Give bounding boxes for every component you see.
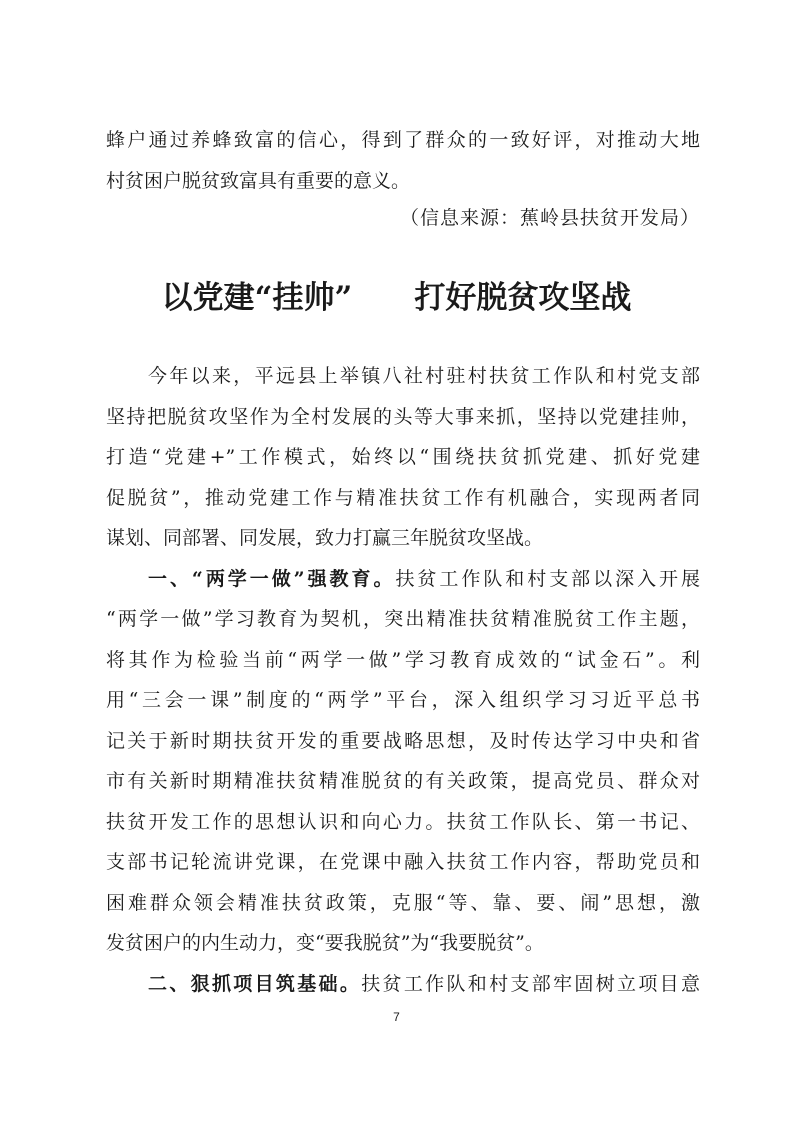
body-line: 蜂户通过养蜂致富的信心，得到了群众的一致好评，对推动大地 (106, 129, 700, 151)
section-heading: 一、“两学一做”强教育。 (148, 567, 396, 590)
body-line (148, 559, 700, 600)
body-line: 支部书记轮流讲党课，在党课中融入扶贫工作内容，帮助党员和 (106, 851, 700, 873)
body-text: 扶贫工作队和村支部以深入开展 (395, 567, 700, 590)
info-source: （信息来源：蕉岭县扶贫开发局） (399, 207, 700, 229)
body-line: 扶贫开发工作的思想认识和向心力。扶贫工作队长、第一书记、 (106, 810, 700, 833)
body-text: 扶贫工作队和村支部牢固树立项目意 (361, 972, 700, 995)
body-line: 促脱贫”，推动党建工作与精准扶贫工作有机融合，实现两者同 (106, 486, 700, 509)
body-line: 市有关新时期精准扶贫精准脱贫的有关政策，提高党员、群众对 (106, 770, 700, 792)
body-line: “两学一做”学习教育为契机，突出精准扶贫精准脱贫工作主题， (106, 608, 700, 630)
body-line: 坚持把脱贫攻坚作为全村发展的头等大事来抓，坚持以党建挂帅， (106, 405, 700, 428)
section-heading: 二、狠抓项目筑基础。 (148, 972, 362, 995)
body-line (148, 964, 700, 1005)
body-line: 用“三会一课”制度的“两学”平台，深入组织学习习近平总书 (106, 689, 700, 711)
body-line: 困难群众领会精准扶贫政策，克服“等、靠、要、闹”思想，激 (106, 891, 700, 914)
body-line: 谋划、同部署、同发展，致力打赢三年脱贫攻坚战。 (106, 527, 544, 549)
body-line: 记关于新时期扶贫开发的重要战略思想，及时传达学习中央和省 (106, 729, 700, 752)
body-line: 将其作为检验当前“两学一做”学习教育成效的“试金石”。利 (106, 648, 700, 671)
body-line: 发贫困户的内生动力，变“要我脱贫”为“我要脱贫”。 (106, 932, 544, 954)
article-title: 以党建“挂帅” 打好脱贫攻坚战 (161, 280, 632, 316)
body-line: 村贫困户脱贫致富具有重要的意义。 (106, 170, 411, 192)
body-line: 打造“党建+”工作模式，始终以“围绕扶贫抓党建、抓好党建 (106, 446, 700, 468)
page-number: 7 (393, 1010, 400, 1024)
body-line: 今年以来，平远县上举镇八社村驻村扶贫工作队和村党支部 (148, 365, 700, 387)
